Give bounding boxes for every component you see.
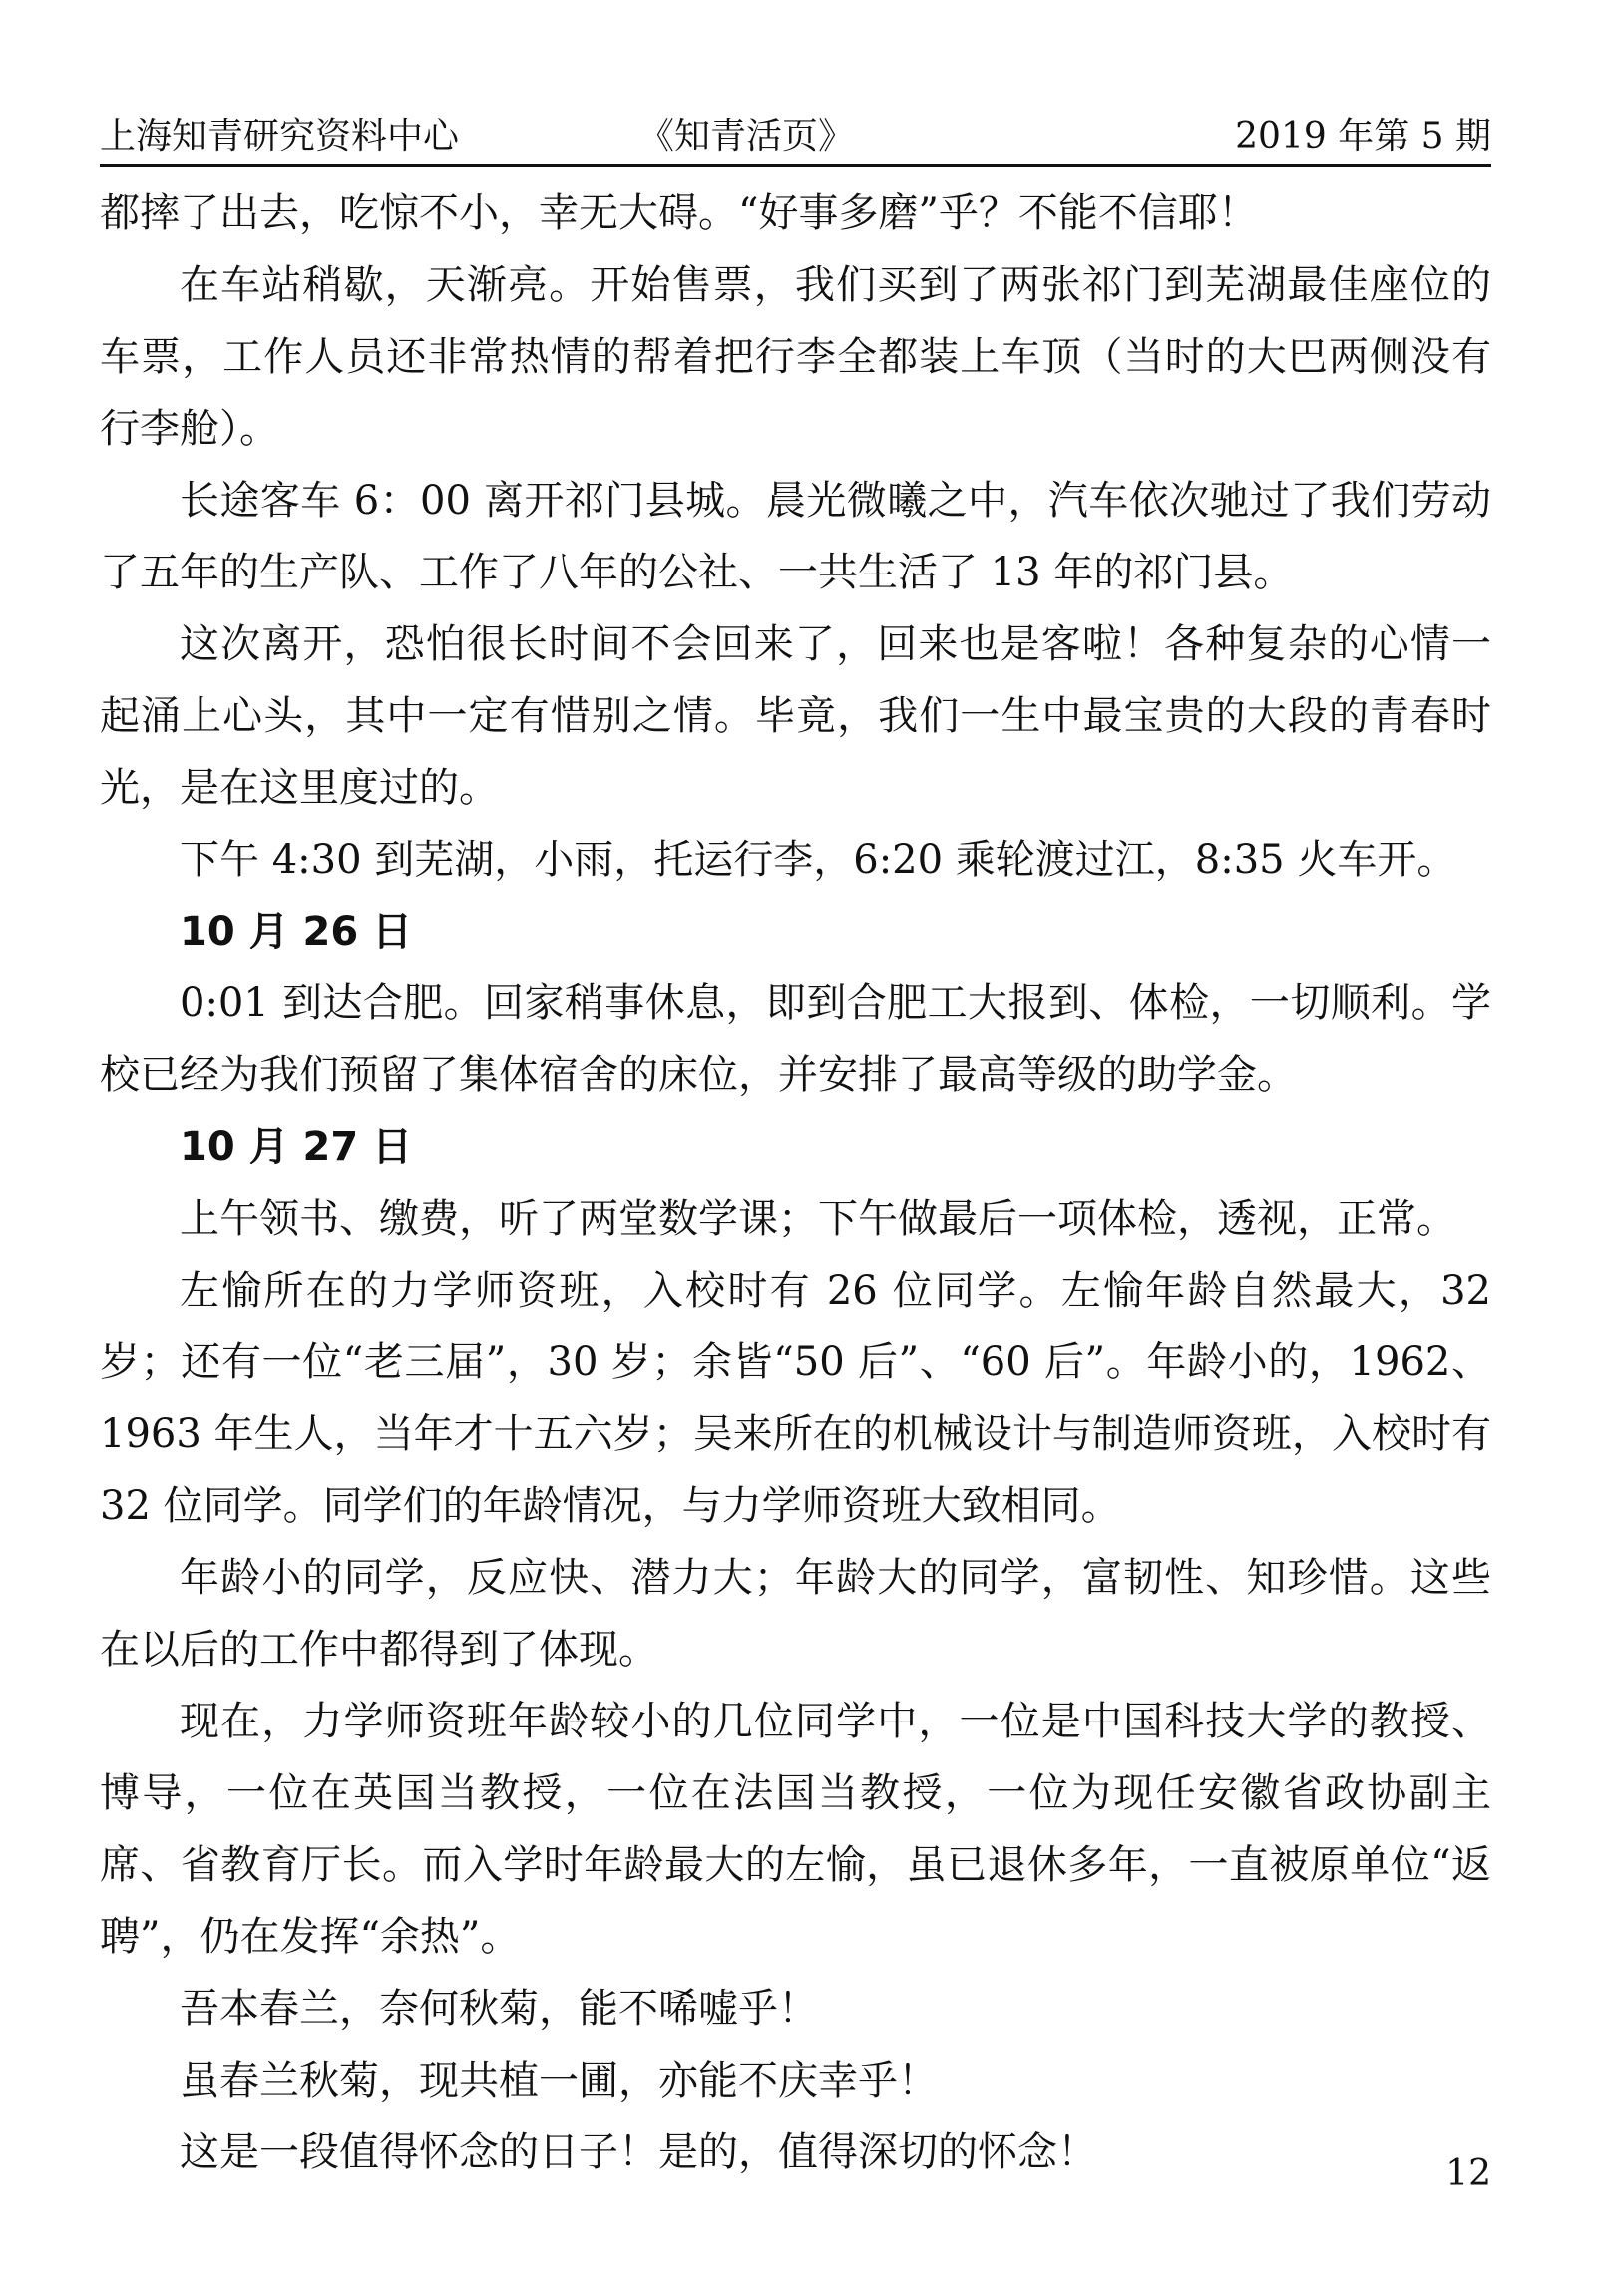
page-header — [100, 110, 1491, 167]
paragraph: 左愉所在的力学师资班，入校时有 26 位同学。左愉年龄自然最大，32 岁；还有一位“老三届”，30 岁；余皆“50 后”、“60 后”。年龄小的，1962、1963 年生人，当年才十五六岁；吴来所在的机械设计与制造师资班，入校时有 32 位同学。同学们的年龄情况，与力学师资班大致相同。 — [100, 1268, 1491, 1529]
header-publisher: 上海知青研究资料中心 — [100, 116, 460, 157]
paragraph: 年龄小的同学，反应快、潜力大；年龄大的同学，富韧性、知珍惜。这些在以后的工作中都得到了体现。 — [100, 1555, 1491, 1673]
date-heading: 10 月 27 日 — [180, 1124, 413, 1170]
paragraph: 长途客车 6：00 离开祁门县城。晨光微曦之中，汽车依次驰过了我们劳动了五年的生产队、工作了八年的公社、一共生活了 13 年的祁门县。 — [100, 478, 1491, 595]
paragraph: 吾本春兰，奈何秋菊，能不唏嘘乎！ — [180, 1986, 818, 2032]
article-body — [100, 178, 1491, 2188]
paragraph: 下午 4:30 到芜湖，小雨，托运行李，6:20 乘轮渡过江，8:35 火车开。 — [180, 837, 1457, 883]
paragraph: 现在，力学师资班年龄较小的几位同学中，一位是中国科技大学的教授、博导，一位在英国当教授，一位在法国当教授，一位为现任安徽省政协副主席、省教育厅长。而入学时年龄最大的左愉，虽已退休多年，一直被原单位“返聘”，仍在发挥“余热”。 — [100, 1699, 1491, 1960]
paragraph: 上午领书、缴费，听了两堂数学课；下午做最后一项体检，透视，正常。 — [180, 1196, 1456, 1242]
paragraph: 这次离开，恐怕很长时间不会回来了，回来也是客啦！各种复杂的心情一起涌上心头，其中一定有惜别之情。毕竟，我们一生中最宝贵的大段的青春时光，是在这里度过的。 — [100, 621, 1491, 811]
paragraph: 这是一段值得怀念的日子！是的，值得深切的怀念！ — [180, 2129, 1097, 2175]
paragraph: 在车站稍歇，天渐亮。开始售票，我们买到了两张祁门到芜湖最佳座位的车票，工作人员还非常热情的帮着把行李全都装上车顶（当时的大巴两侧没有行李舱）。 — [100, 262, 1491, 452]
page-number: 12 — [1445, 2153, 1491, 2194]
header-title: 《知青活页》 — [638, 116, 855, 157]
header-issue: 2019 年第 5 期 — [1235, 116, 1491, 157]
paragraph: 虽春兰秋菊，现共植一圃，亦能不庆幸乎！ — [180, 2058, 938, 2104]
date-heading: 10 月 26 日 — [180, 909, 413, 955]
paragraph: 都摔了出去，吃惊不小，幸无大碍。“好事多磨”乎？不能不信耶！ — [100, 191, 1258, 236]
paragraph: 0:01 到达合肥。回家稍事休息，即到合肥工大报到、体检，一切顺利。学校已经为我们预留了集体宿舍的床位，并安排了最高等级的助学金。 — [100, 980, 1491, 1098]
